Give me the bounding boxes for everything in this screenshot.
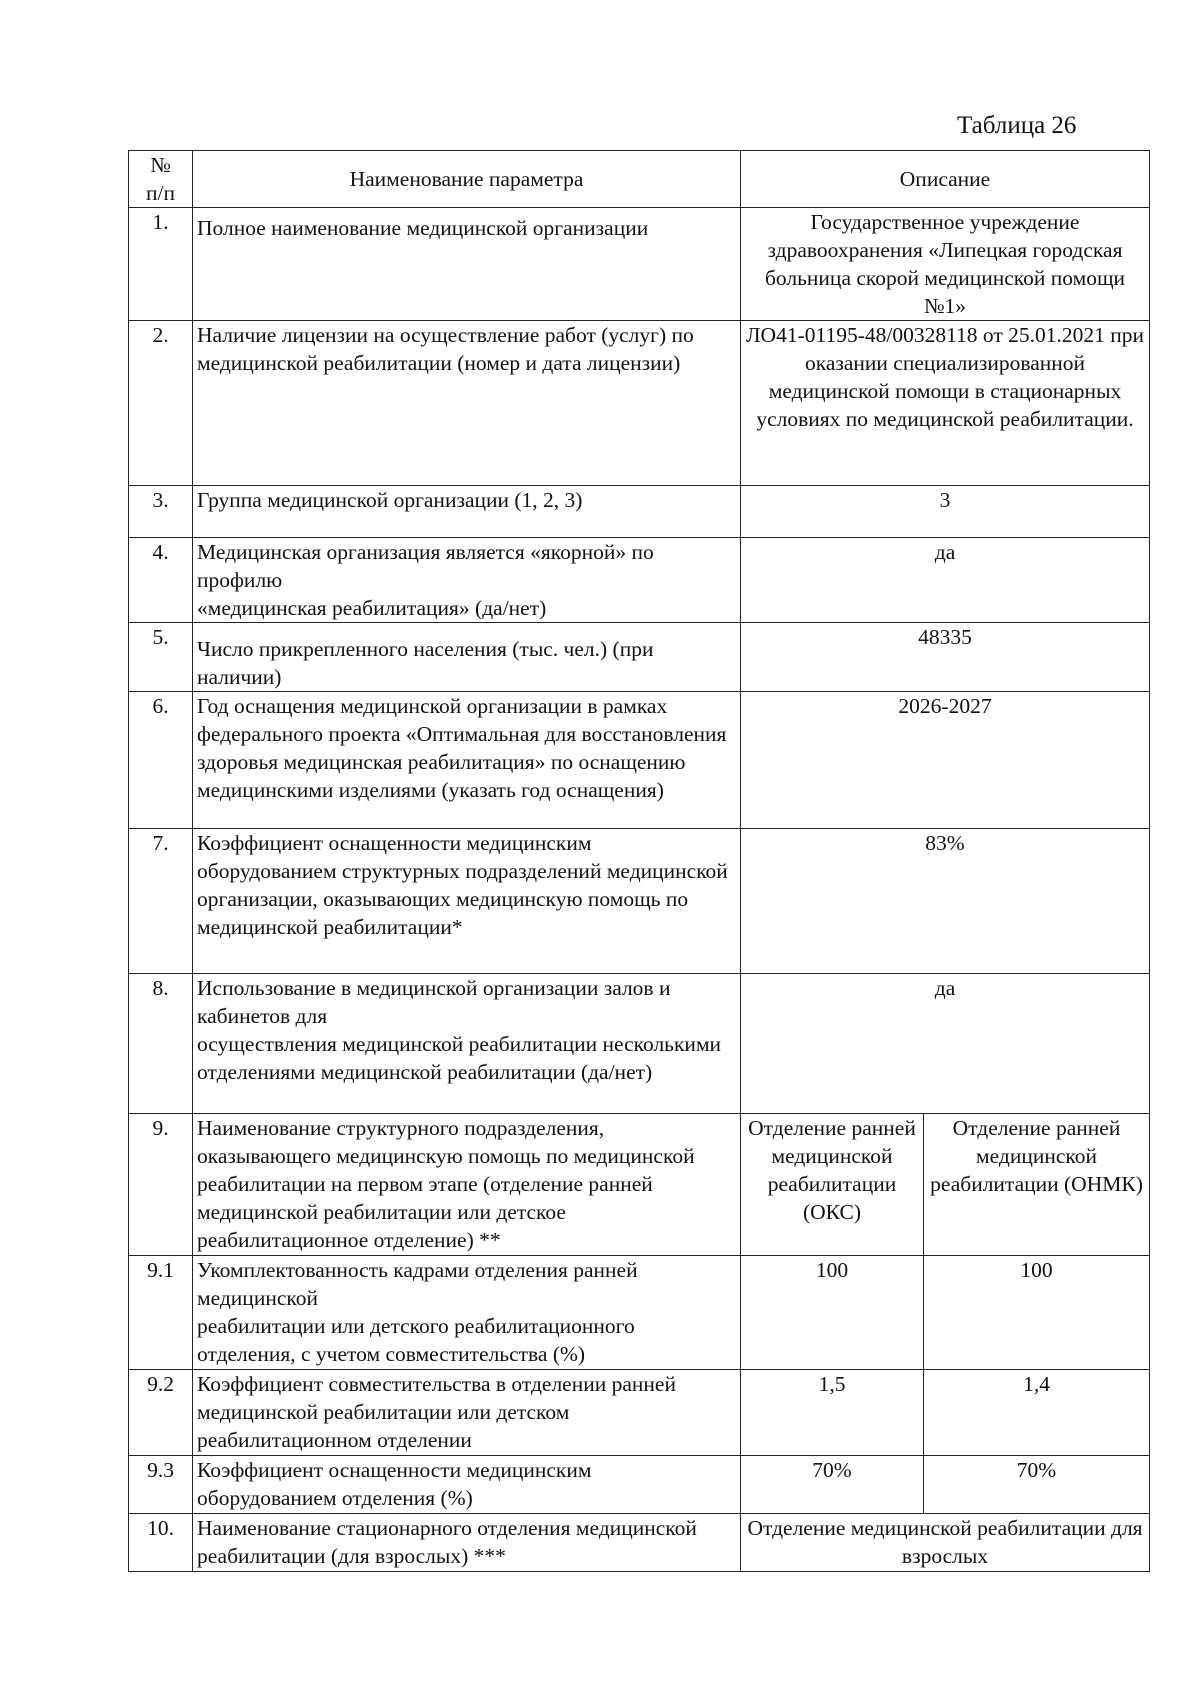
row-parameter: Коэффициент оснащенности медицинским оборудованием структурных подразделений медицинской организации, оказывающих медицинскую помощь по медицинской реабилитации* (193, 829, 741, 974)
table-header-row (129, 151, 1150, 208)
row-description: Отделение медицинской реабилитации для взрослых (741, 1514, 1150, 1572)
row-number: 3. (129, 486, 193, 538)
header-desc: Описание (741, 151, 1150, 208)
row-parameter: Использование в медицинской организации залов и кабинетов для осуществления медицинской реабилитации несколькими отделениями медицинской реабилитации (да/нет) (193, 974, 741, 1114)
row-value-oks: 100 (741, 1256, 924, 1370)
table-title: Таблица 26 (957, 112, 1077, 139)
row-description: да (741, 538, 1150, 623)
row-number: 2. (129, 321, 193, 486)
row-number: 4. (129, 538, 193, 623)
row-parameter: Число прикрепленного населения (тыс. чел.) (при наличии) (193, 623, 741, 692)
row-description: 83% (741, 829, 1150, 974)
row-value-oks: 1,5 (741, 1370, 924, 1456)
header-num: № п/п (129, 151, 193, 208)
row-number: 5. (129, 623, 193, 692)
row-description: 48335 (741, 623, 1150, 692)
table-row (129, 486, 1150, 538)
table-row (129, 208, 1150, 321)
row-value-oks: 70% (741, 1456, 924, 1514)
row-number: 8. (129, 974, 193, 1114)
parameters-table (128, 150, 1150, 1572)
row-parameter: Наименование стационарного отделения медицинской реабилитации (для взрослых) *** (193, 1514, 741, 1572)
row-description: Государственное учреждение здравоохранения «Липецкая городская больница скорой медицинской помощи №1» (741, 208, 1150, 321)
table-row (129, 1456, 1150, 1514)
table-row (129, 1114, 1150, 1256)
row-value-oks: Отделение ранней медицинской реабилитации (ОКС) (741, 1114, 924, 1256)
row-number: 1. (129, 208, 193, 321)
row-parameter: Укомплектованность кадрами отделения ранней медицинской реабилитации или детского реабилитационного отделения, с учетом совместительства (%) (193, 1256, 741, 1370)
row-value-onmk: 1,4 (924, 1370, 1150, 1456)
row-description: 2026-2027 (741, 692, 1150, 829)
table-row (129, 538, 1150, 623)
row-parameter: Коэффициент совместительства в отделении ранней медицинской реабилитации или детском реабилитационном отделении (193, 1370, 741, 1456)
table-row (129, 1514, 1150, 1572)
row-parameter: Наличие лицензии на осуществление работ (услуг) по медицинской реабилитации (номер и дата лицензии) (193, 321, 741, 486)
table-row (129, 1256, 1150, 1370)
table-row (129, 623, 1150, 692)
row-value-onmk: 70% (924, 1456, 1150, 1514)
row-description: 3 (741, 486, 1150, 538)
row-parameter: Медицинская организация является «якорной» по профилю «медицинская реабилитация» (да/нет) (193, 538, 741, 623)
row-number: 10. (129, 1514, 193, 1572)
table-row (129, 974, 1150, 1114)
row-description: да (741, 974, 1150, 1114)
row-number: 7. (129, 829, 193, 974)
table-row (129, 829, 1150, 974)
row-parameter: Коэффициент оснащенности медицинским оборудованием отделения (%) (193, 1456, 741, 1514)
row-value-onmk: 100 (924, 1256, 1150, 1370)
header-param: Наименование параметра (193, 151, 741, 208)
table-row (129, 321, 1150, 486)
row-number: 9.1 (129, 1256, 193, 1370)
row-number: 6. (129, 692, 193, 829)
row-number: 9.2 (129, 1370, 193, 1456)
row-number: 9.3 (129, 1456, 193, 1514)
row-value-onmk: Отделение ранней медицинской реабилитации (ОНМК) (924, 1114, 1150, 1256)
table-row (129, 692, 1150, 829)
row-parameter: Полное наименование медицинской организации (193, 208, 741, 321)
row-number: 9. (129, 1114, 193, 1256)
row-parameter: Год оснащения медицинской организации в рамках федерального проекта «Оптимальная для восстановления здоровья медицинская реабилитация» по оснащению медицинскими изделиями (указать год оснащения) (193, 692, 741, 829)
row-description: ЛО41-01195-48/00328118 от 25.01.2021 при оказании специализированной медицинской помощи в стационарных условиях по медицинской реабилитации. (741, 321, 1150, 486)
row-parameter: Группа медицинской организации (1, 2, 3) (193, 486, 741, 538)
table-row (129, 1370, 1150, 1456)
row-parameter: Наименование структурного подразделения, оказывающего медицинскую помощь по медицинской реабилитации на первом этапе (отделение ранней медицинской реабилитации или детское реабилитационное отделение) ** (193, 1114, 741, 1256)
